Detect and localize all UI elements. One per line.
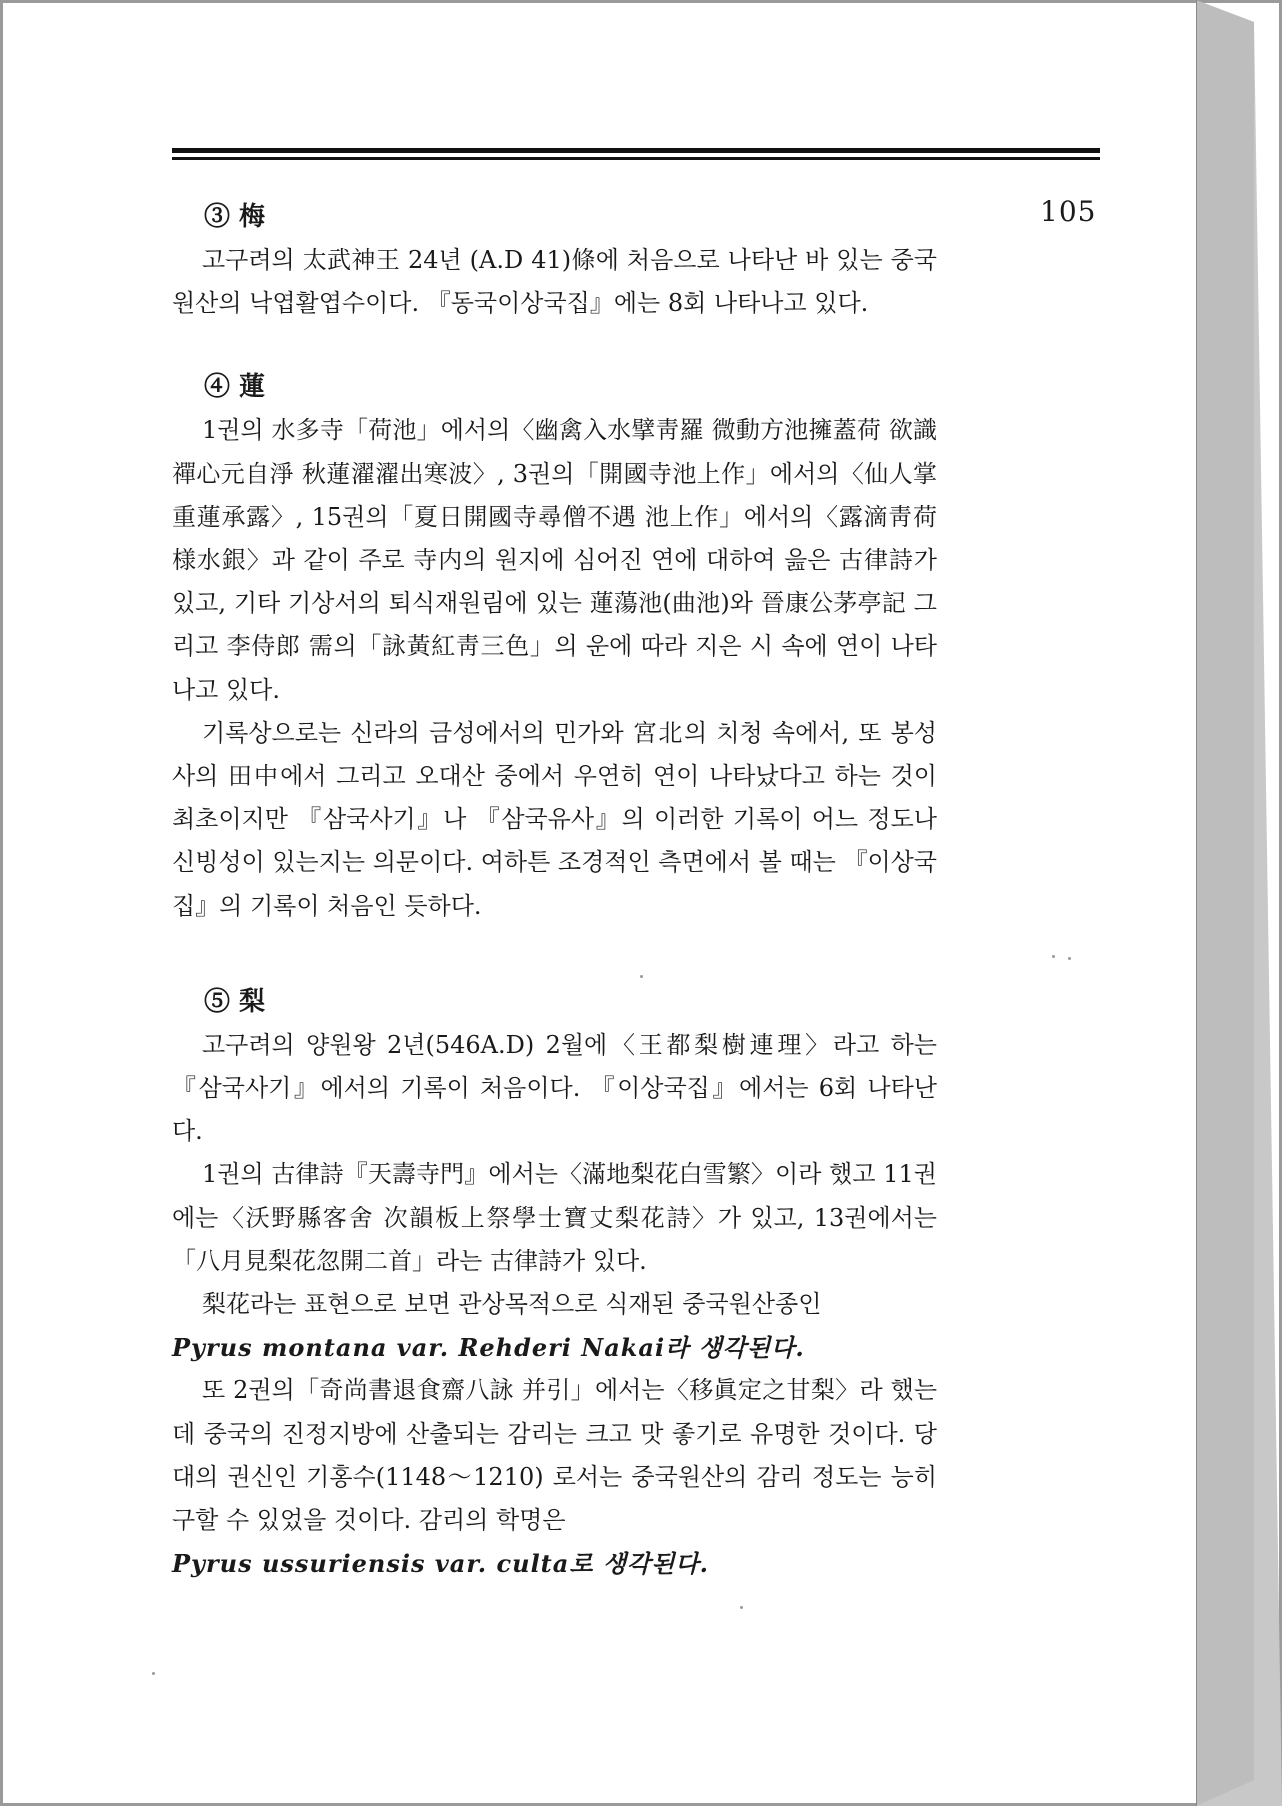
section-heading: ⑤ 梨 (204, 986, 266, 1017)
scan-speck (1068, 957, 1071, 960)
section-lotus (172, 365, 937, 927)
section-heading: ④ 蓮 (204, 372, 266, 403)
scan-speck (1052, 955, 1055, 958)
paragraph: 고구려의 太武神王 24년 (A.D 41)條에 처음으로 나타난 바 있는 중국원산의 낙엽활엽수이다. 『동국이상국집』에는 8회 나타나고 있다. (172, 246, 937, 318)
scan-speck (640, 975, 643, 978)
page-edge-shadow (1196, 0, 1282, 1806)
header-rule (172, 148, 1100, 160)
scan-speck (152, 1672, 155, 1675)
scientific-name-line: Pyrus montana var. Rehderi Nakai라 생각된다. (172, 1333, 805, 1363)
section-plum (172, 195, 937, 325)
page-content (172, 195, 937, 1585)
paragraph: 1권의 古律詩『天壽寺門』에서는〈滿地梨花白雪繁〉이라 했고 11권에는〈沃野縣客舍 次韻板上祭學士寶丈梨花詩〉가 있고, 13권에서는「八月見梨花忽開二首」라는 古律詩가 있다. (172, 1160, 937, 1275)
section-pear (172, 980, 937, 1586)
paragraph: 기록상으로는 신라의 금성에서의 민가와 宮北의 치청 속에서, 또 봉성사의 田中에서 그리고 오대산 중에서 우연히 연이 나타났다고 하는 것이 최초이지만 『삼국사기』나 『삼국유사』의 이러한 기록이 어느 정도나 신빙성이 있는지는 의문이다. 여하튼 조경적인 측면에서 볼 때는 『이상국집』의 기록이 처음인 듯하다. (172, 718, 937, 920)
page-number: 105 (1040, 195, 1097, 228)
scientific-name-line: Pyrus ussuriensis var. culta로 생각된다. (172, 1549, 709, 1579)
paragraph: 또 2권의「奇尚書退食齋八詠 并引」에서는〈移眞定之甘梨〉라 했는데 중국의 진정지방에 산출되는 감리는 크고 맛 좋기로 유명한 것이다. 당대의 권신인 기홍수(1148～1210) 로서는 중국원산의 감리 정도는 능히 구할 수 있었을 것이다. 감리의 학명은 (172, 1376, 937, 1535)
section-heading: ③ 梅 (204, 202, 266, 232)
paragraph: 고구려의 양원왕 2년(546A.D) 2월에〈王都梨樹連理〉라고 하는 『삼국사기』에서의 기록이 처음이다. 『이상국집』에서는 6회 나타난다. (172, 1030, 937, 1146)
paragraph: 梨花라는 표현으로 보면 관상목적으로 식재된 중국원산종인 (202, 1290, 822, 1319)
scan-speck (740, 1606, 743, 1609)
paragraph: 1권의 水多寺「荷池」에서의〈幽禽入水擘靑羅 微動方池擁蓋荷 欲識禪心元自淨 秋蓮濯濯出寒波〉, 3권의「開國寺池上作」에서의〈仙人掌重蓮承露〉, 15권의「夏日開國寺尋僧不遇 池上作」에서의〈露滴靑荷様水銀〉과 같이 주로 寺内의 원지에 심어진 연에 대하여 읊은 古律詩가 있고, 기타 기상서의 퇴식재원림에 있는 蓮蕩池(曲池)와 晉康公茅亭記 그리고 李侍郎 需의「詠黃紅靑三色」의 운에 따라 지은 시 속에 연이 나타나고 있다. (172, 416, 937, 704)
